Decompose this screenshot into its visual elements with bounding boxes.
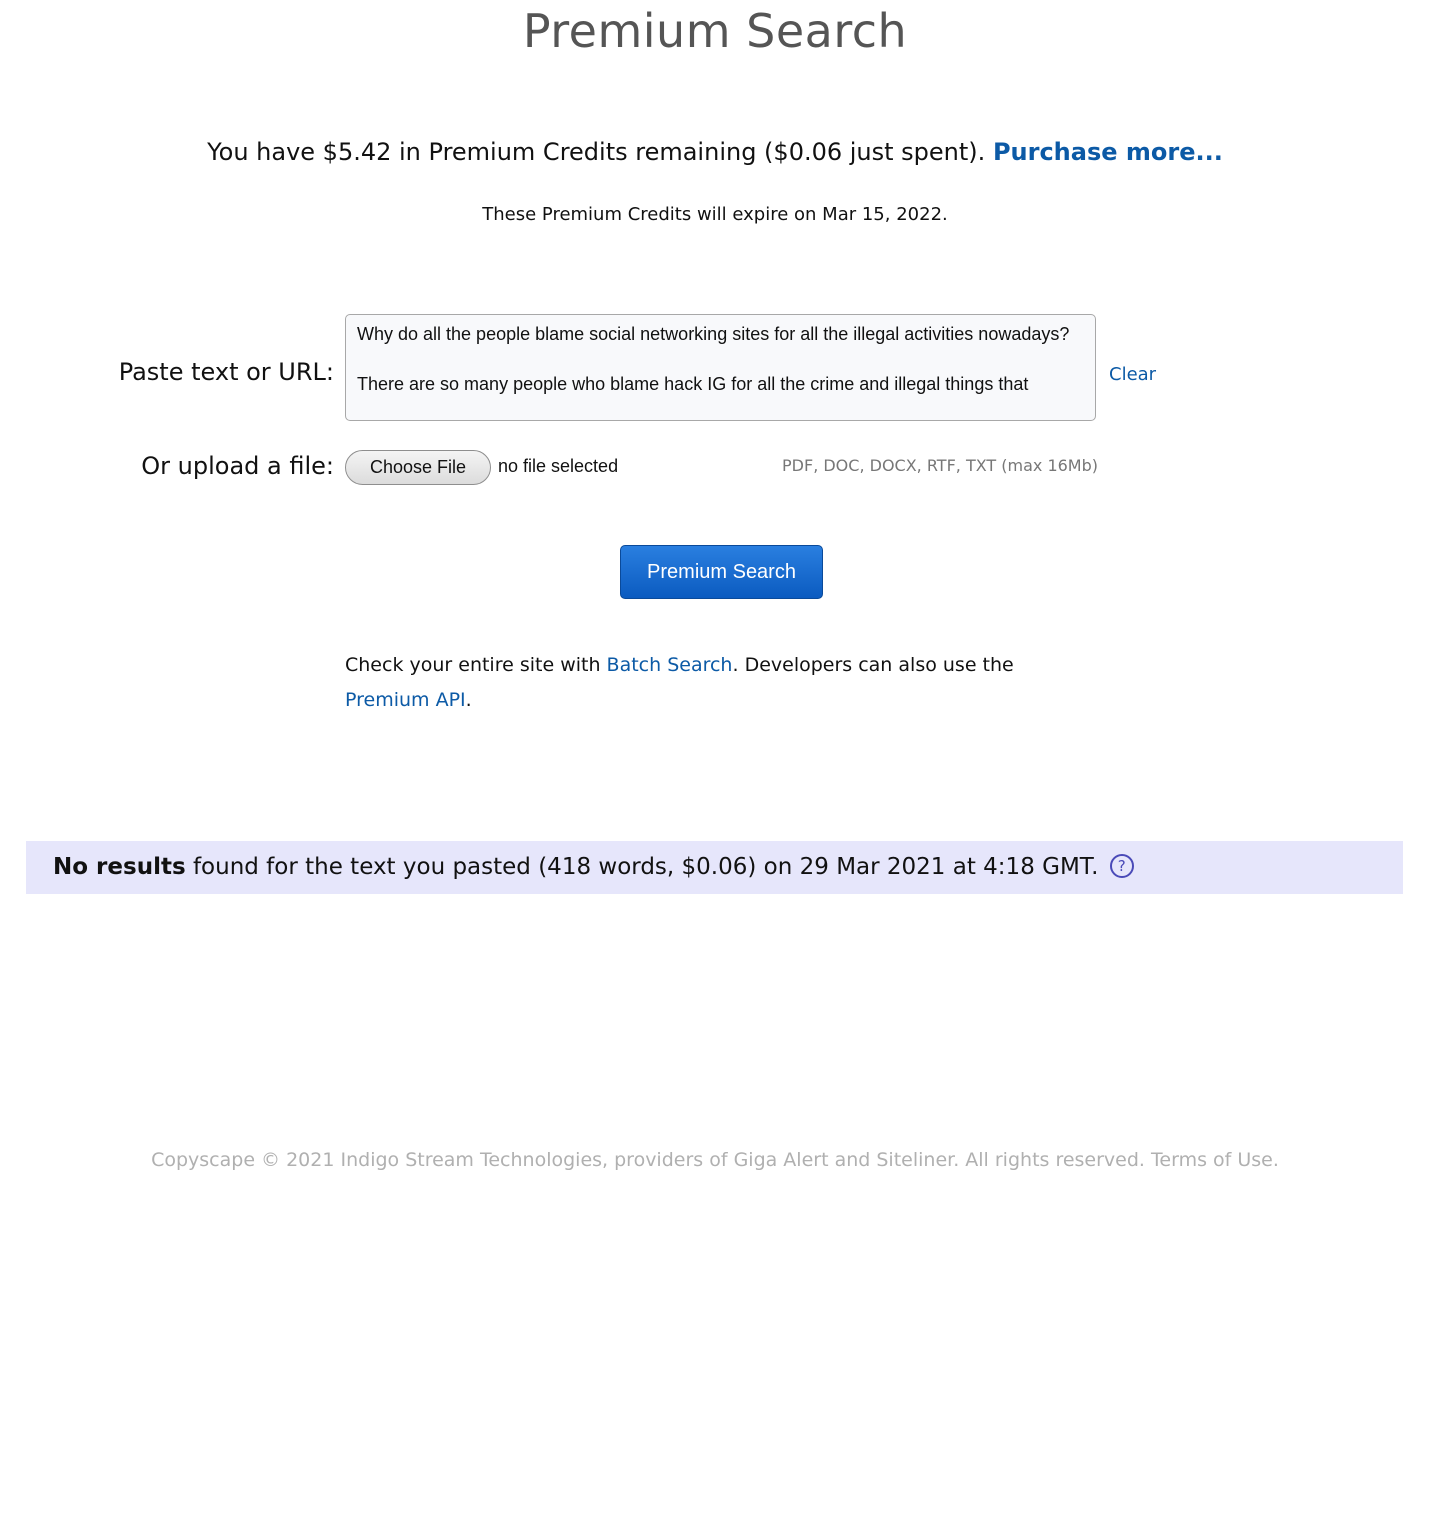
footer xyxy=(0,1149,1430,1171)
file-status: no file selected xyxy=(498,456,619,476)
paste-label: Paste text or URL: xyxy=(118,358,334,386)
footer-copyright: Copyscape © 2021 Indigo Stream Technologies, providers of Giga Alert and Siteliner. All rights reserved. xyxy=(151,1149,1145,1171)
purchase-more-link[interactable]: Purchase more... xyxy=(992,138,1223,166)
batch-text-after: . xyxy=(465,689,472,711)
results-details: found for the text you pasted (418 words, $0.06) on 29 Mar 2021 at 4:18 GMT. xyxy=(185,854,1099,880)
credits-text: You have $5.42 in Premium Credits remaining ($0.06 just spent). xyxy=(207,138,986,166)
clear-link[interactable]: Clear xyxy=(1109,364,1157,385)
file-types-hint: PDF, DOC, DOCX, RTF, TXT (max 16Mb) xyxy=(782,456,1098,475)
credits-expiry: These Premium Credits will expire on Mar 15, 2022. xyxy=(482,204,948,225)
choose-file-button[interactable]: Choose File xyxy=(345,450,491,485)
terms-of-use-link[interactable]: Terms of Use. xyxy=(1151,1149,1279,1171)
page-title: Premium Search xyxy=(522,4,908,58)
premium-search-button[interactable]: Premium Search xyxy=(620,545,823,599)
upload-label: Or upload a file: xyxy=(141,452,334,480)
paste-text-input[interactable] xyxy=(345,314,1096,421)
batch-text-before: Check your entire site with xyxy=(345,654,607,676)
results-status: No results xyxy=(53,854,186,880)
batch-search-link[interactable]: Batch Search xyxy=(606,654,733,676)
batch-search-note xyxy=(345,648,1085,718)
premium-api-link[interactable]: Premium API xyxy=(345,689,466,711)
results-bar xyxy=(26,841,1403,894)
credits-summary xyxy=(0,138,1430,166)
help-icon[interactable]: ? xyxy=(1110,854,1134,878)
batch-text-middle: . Developers can also use the xyxy=(732,654,1014,676)
